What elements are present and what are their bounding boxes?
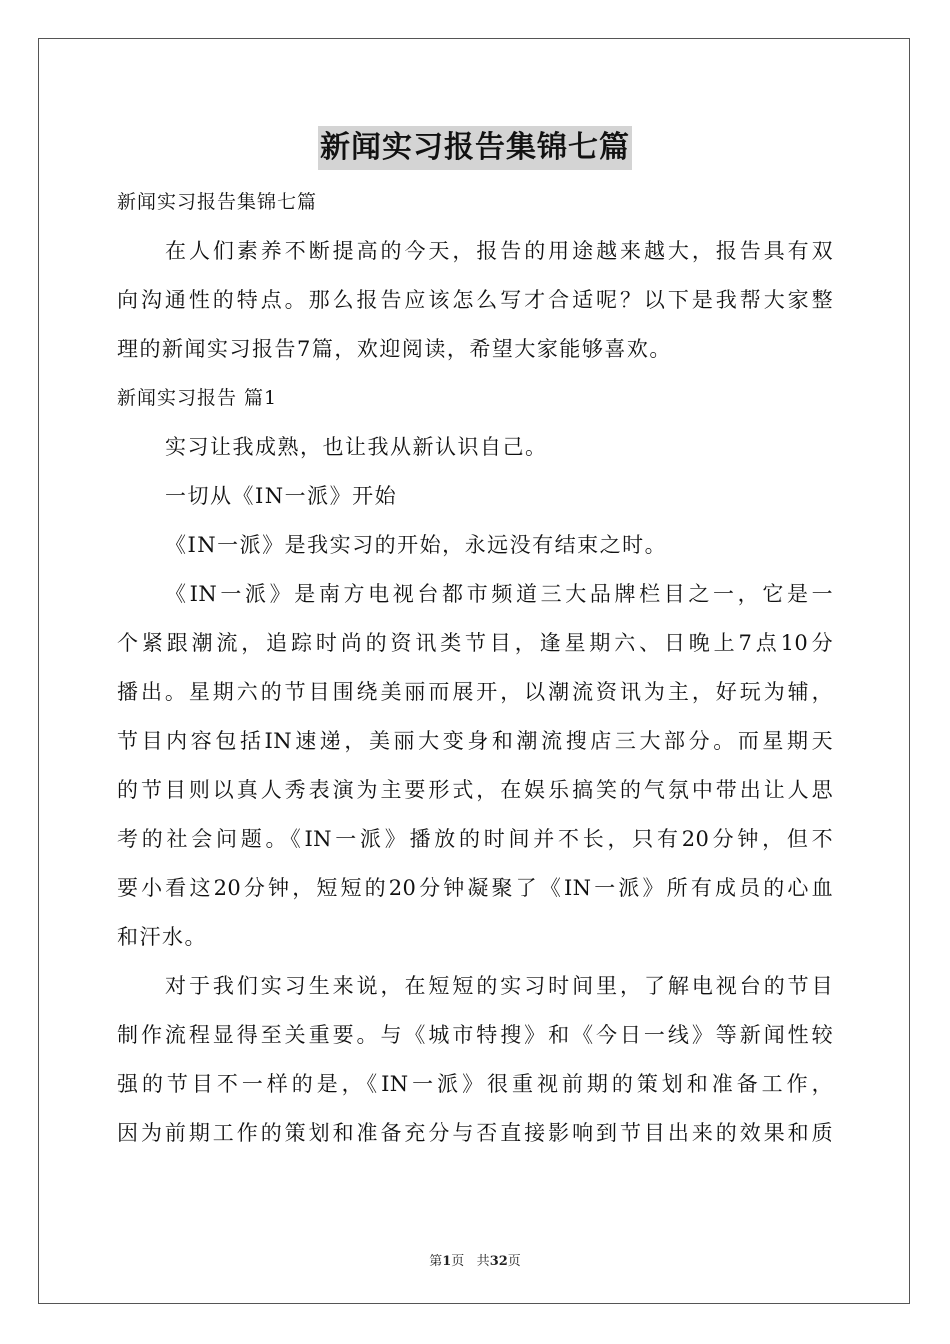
- paragraph-line: 理的新闻实习报告7篇，欢迎阅读，希望大家能够喜欢。: [117, 337, 672, 361]
- paragraph-line: 一切从《IN一派》开始: [165, 484, 398, 508]
- page-footer: [0, 1250, 950, 1269]
- document-body: [117, 180, 833, 1160]
- page-suffix: 页: [451, 1254, 465, 1269]
- paragraph-line: 实习让我成熟，也让我从新认识自己。: [165, 435, 548, 459]
- paragraph-line: 《IN一派》是我实习的开始，永远没有结束之时。: [165, 533, 668, 557]
- paragraph-line: 制作流程显得至关重要。与《城市特搜》和《今日一线》等新闻性较: [117, 1023, 833, 1047]
- paragraph-line: 要小看这20分钟，短短的20分钟凝聚了《IN一派》所有成员的心血: [117, 876, 833, 900]
- paragraph-line: 因为前期工作的策划和准备充分与否直接影响到节目出来的效果和质: [117, 1121, 833, 1145]
- total-pages: 32: [489, 1254, 508, 1269]
- subtitle-line: 新闻实习报告集锦七篇: [117, 191, 318, 213]
- total-prefix: 共: [476, 1254, 490, 1269]
- paragraph-line: 个紧跟潮流，追踪时尚的资讯类节目，逢星期六、日晚上7点10分: [117, 631, 833, 655]
- section-heading: 新闻实习报告 篇1: [117, 387, 278, 409]
- document-title: 新闻实习报告集锦七篇: [318, 126, 632, 170]
- paragraph-line: 的节目则以真人秀表演为主要形式，在娱乐搞笑的气氛中带出让人思: [117, 778, 833, 802]
- paragraph-line: 《IN一派》是南方电视台都市频道三大品牌栏目之一，它是一: [165, 582, 833, 606]
- total-suffix: 页: [507, 1254, 521, 1269]
- page-number: 1: [442, 1254, 452, 1269]
- paragraph-line: 在人们素养不断提高的今天，报告的用途越来越大，报告具有双: [165, 239, 833, 263]
- title-area: [0, 126, 950, 170]
- paragraph-line: 和汗水。: [117, 925, 207, 949]
- paragraph-line: 对于我们实习生来说，在短短的实习时间里，了解电视台的节目: [165, 974, 833, 998]
- paragraph-line: 节目内容包括IN速递，美丽大变身和潮流搜店三大部分。而星期天: [117, 729, 833, 753]
- paragraph-line: 考的社会问题。《IN一派》播放的时间并不长，只有20分钟，但不: [117, 827, 833, 851]
- paragraph-line: 向沟通性的特点。那么报告应该怎么写才合适呢？以下是我帮大家整: [117, 288, 833, 312]
- page-prefix: 第: [429, 1254, 443, 1269]
- paragraph-line: 播出。星期六的节目围绕美丽而展开，以潮流资讯为主，好玩为辅，: [117, 680, 833, 704]
- paragraph-line: 强的节目不一样的是，《IN一派》很重视前期的策划和准备工作，: [117, 1072, 833, 1096]
